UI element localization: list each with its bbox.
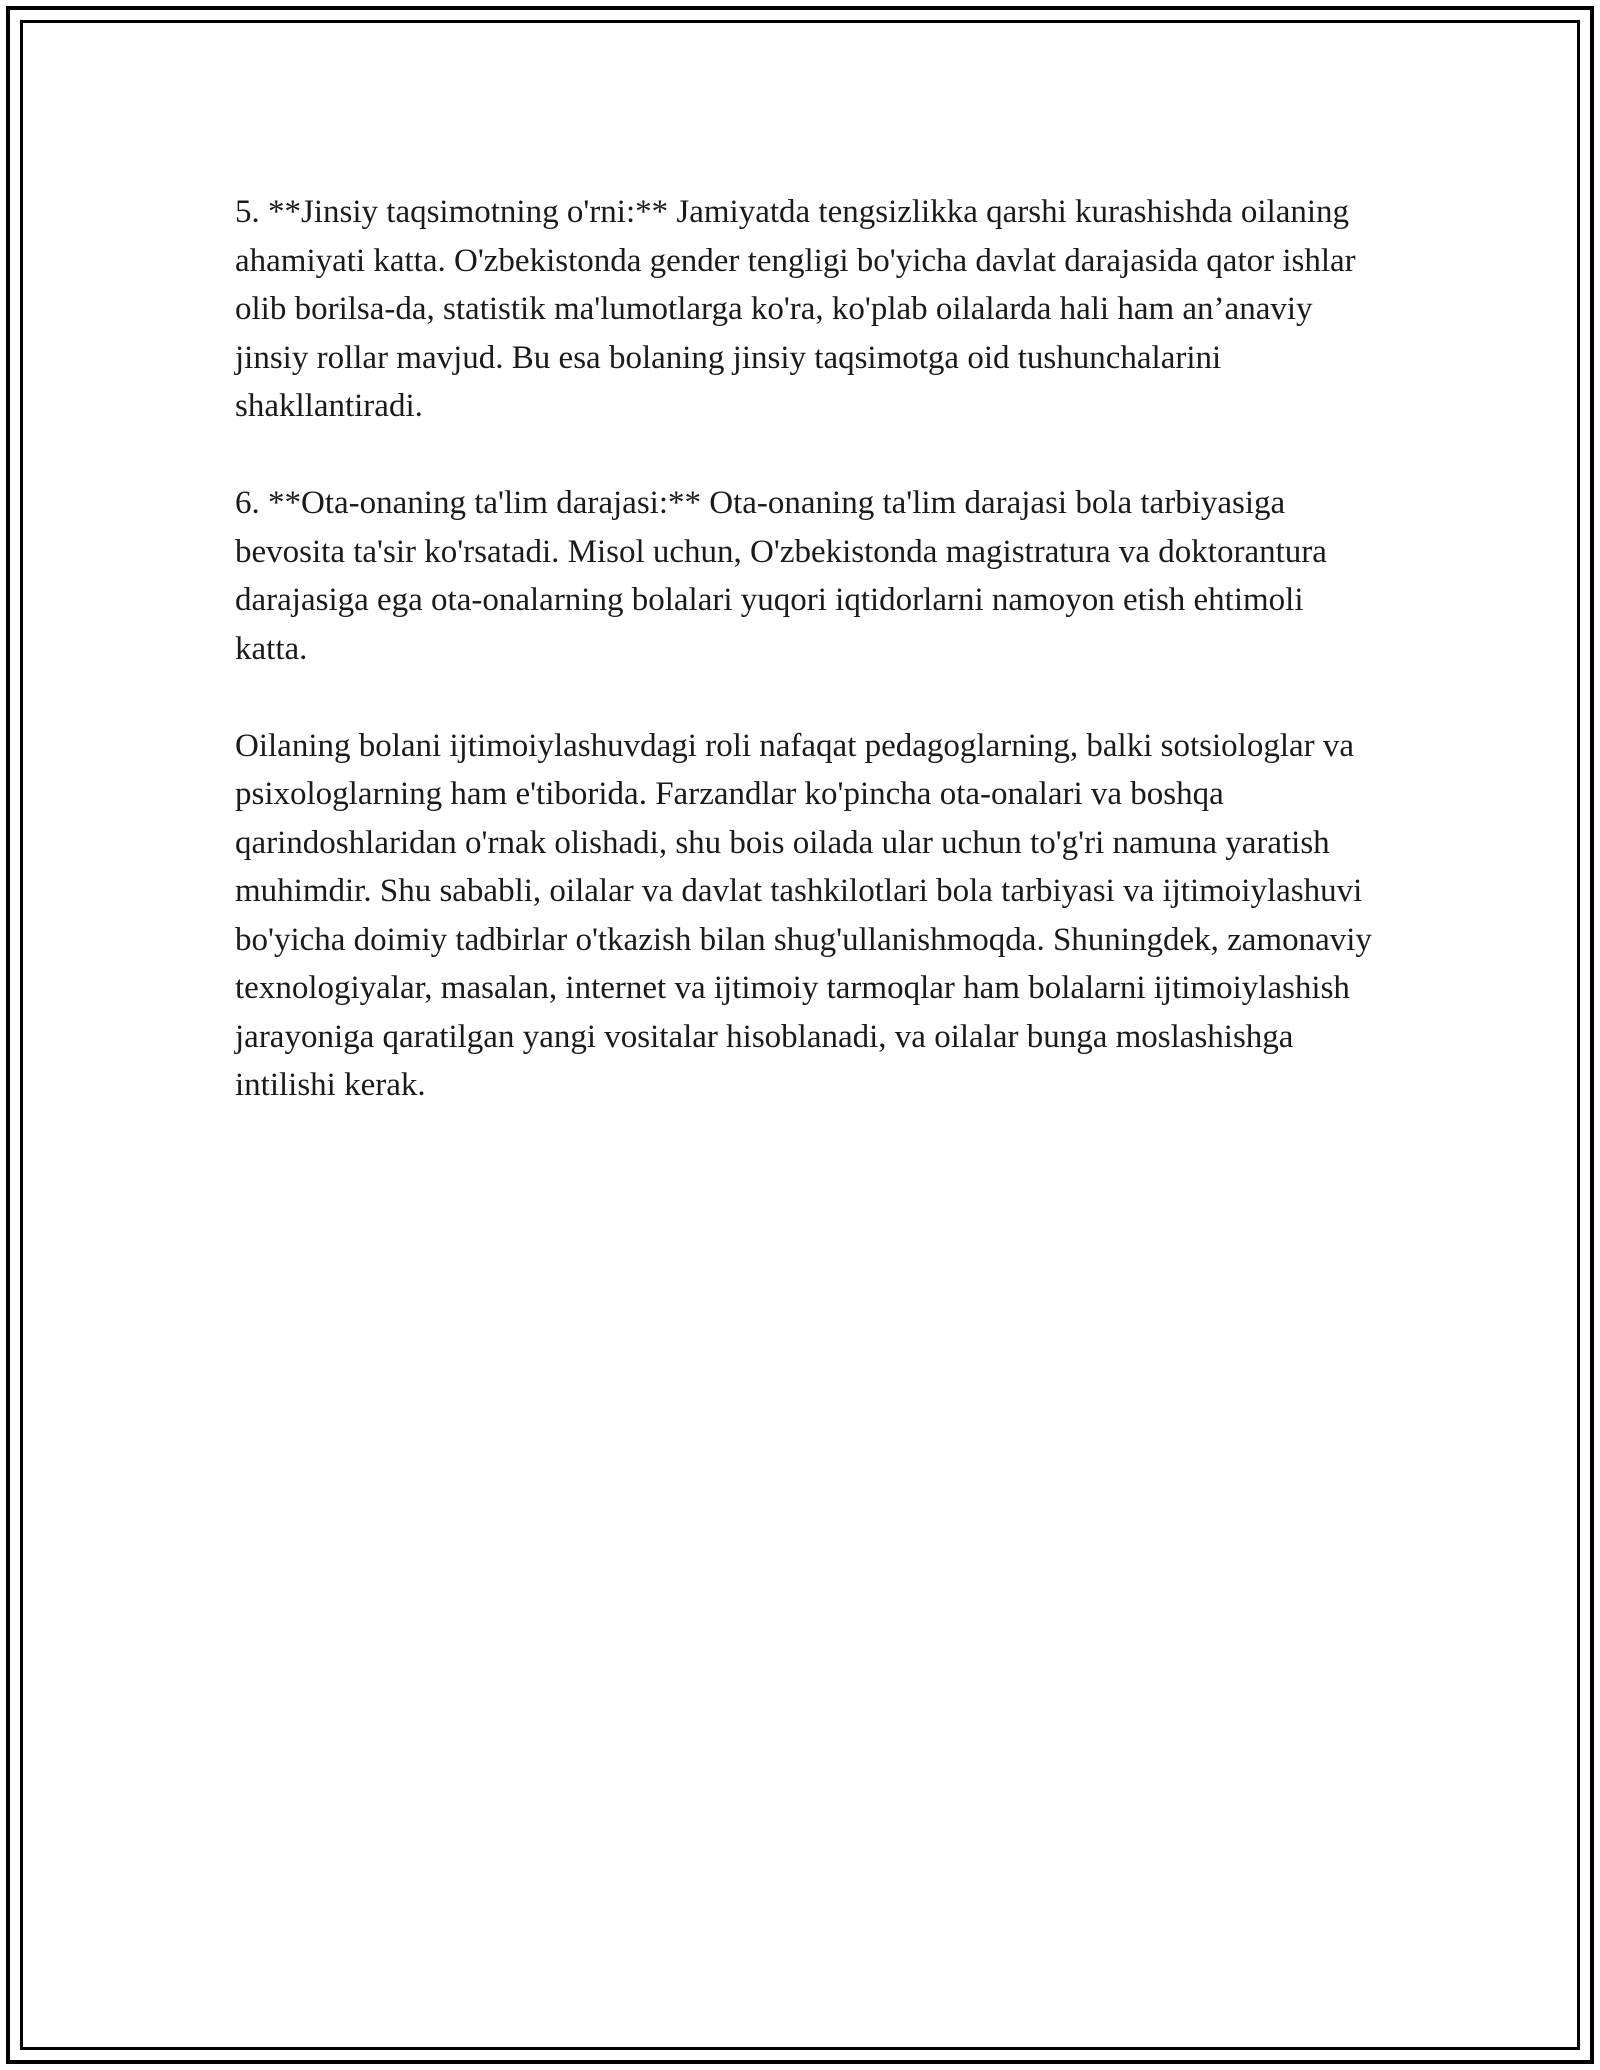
paragraph-conclusion: Oilaning bolani ijtimoiylashuvdagi roli nafaqat pedagoglarning, balki sotsiologlar va psixologlarning ham e'tiborida. Farzandlar ko'pincha ota-onalari va boshqa qarindoshlaridan o'rnak olishadi, shu bois oilada ular uchun to'g'ri namuna yaratish muhimdir. Shu sababli, oilalar va davlat tashkilotlari bola tarbiyasi va ijtimoiylashuvi bo'yicha doimiy tadbirlar o'tkazish bilan shug'ullanishmoqda. Shuningdek, zamonaviy texnologiyalar, masalan, internet va ijtimoiy tarmoqlar ham bolalarni ijtimoiylashish jarayoniga qaratilgan yangi vositalar hisoblanadi, va oilalar bunga moslashishga intilishi kerak. (235, 727, 1372, 1103)
paragraph-talim-darajasi: 6. **Ota-onaning ta'lim darajasi:** Ota-onaning ta'lim darajasi bola tarbiyasiga bevosita ta'sir ko'rsatadi. Misol uchun, O'zbekistonda magistratura va doktorantura darajasiga ega ota-onalarning bolalari yuqori iqtidorlarni namoyon etish ehtimoli katta. (235, 485, 1327, 667)
document-body (235, 188, 1375, 1158)
paragraph-jinsiy-taqsimot: 5. **Jinsiy taqsimotning o'rni:** Jamiyatda tengsizlikka qarshi kurashishda oilaning ahamiyati katta. O'zbekistonda gender tengligi bo'yicha davlat darajasida qator ishlar olib borilsa-da, statistik ma'lumotlarga ko'ra, ko'plab oilalarda hali ham an’anaviy jinsiy rollar mavjud. Bu esa bolaning jinsiy taqsimotga oid tushunchalarini shakllantiradi. (235, 194, 1356, 424)
